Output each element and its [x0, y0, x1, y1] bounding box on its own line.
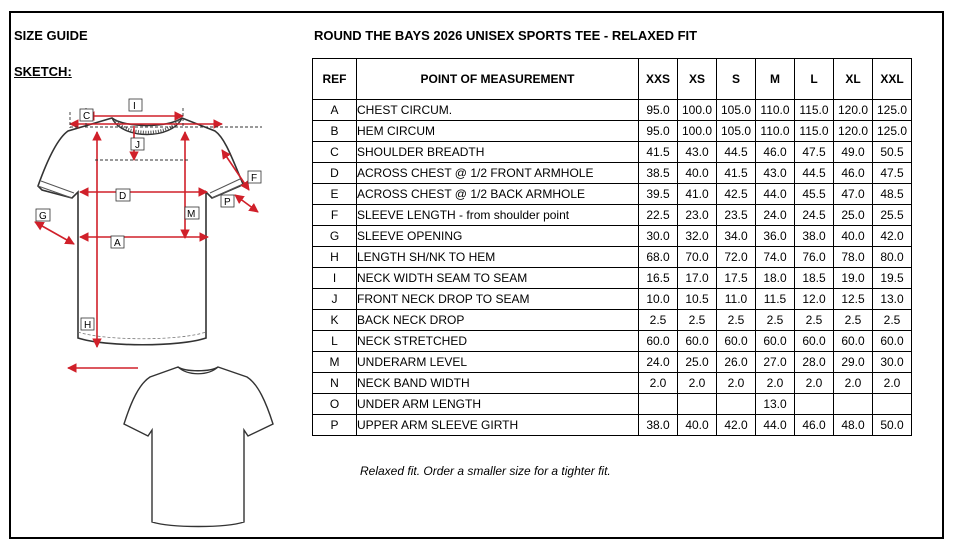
header-size-xs: XS [678, 59, 717, 100]
row-size-value: 120.0 [834, 121, 873, 142]
row-size-value: 2.5 [678, 310, 717, 331]
row-size-value: 115.0 [795, 100, 834, 121]
row-size-value: 28.0 [795, 352, 834, 373]
row-size-value: 24.0 [639, 352, 678, 373]
row-size-value: 2.5 [639, 310, 678, 331]
table-row [313, 121, 912, 142]
row-size-value: 2.5 [795, 310, 834, 331]
size-guide-heading: SIZE GUIDE [14, 28, 88, 43]
row-size-value: 42.0 [873, 226, 912, 247]
row-size-value: 50.0 [873, 415, 912, 436]
row-size-value: 48.5 [873, 184, 912, 205]
table-row [313, 100, 912, 121]
header-size-m: M [756, 59, 795, 100]
row-size-value: 46.0 [795, 415, 834, 436]
row-size-value: 48.0 [834, 415, 873, 436]
row-size-value: 11.5 [756, 289, 795, 310]
row-point-of-measurement: SLEEVE LENGTH - from shoulder point [357, 205, 639, 226]
table-row [313, 310, 912, 331]
header-ref: REF [313, 59, 357, 100]
row-size-value: 45.5 [795, 184, 834, 205]
row-size-value: 80.0 [873, 247, 912, 268]
table-row [313, 205, 912, 226]
fit-note: Relaxed fit. Order a smaller size for a tighter fit. [360, 464, 611, 478]
row-size-value [639, 394, 678, 415]
row-ref: M [313, 352, 357, 373]
header-point: POINT OF MEASUREMENT [357, 59, 639, 100]
table-row [313, 163, 912, 184]
row-size-value: 76.0 [795, 247, 834, 268]
row-ref: D [313, 163, 357, 184]
table-row [313, 142, 912, 163]
row-size-value: 30.0 [639, 226, 678, 247]
row-size-value: 13.0 [873, 289, 912, 310]
row-size-value: 42.0 [717, 415, 756, 436]
row-size-value: 60.0 [756, 331, 795, 352]
row-size-value: 26.0 [717, 352, 756, 373]
row-size-value: 95.0 [639, 100, 678, 121]
marker-g: G [39, 211, 47, 222]
row-size-value [873, 394, 912, 415]
row-size-value: 38.0 [795, 226, 834, 247]
front-tee-outline [38, 118, 243, 345]
row-size-value [834, 394, 873, 415]
row-point-of-measurement: BACK NECK DROP [357, 310, 639, 331]
row-size-value: 34.0 [717, 226, 756, 247]
row-size-value: 60.0 [834, 331, 873, 352]
row-size-value [678, 394, 717, 415]
row-size-value: 11.0 [717, 289, 756, 310]
row-size-value: 110.0 [756, 121, 795, 142]
row-size-value: 2.0 [639, 373, 678, 394]
table-row [313, 331, 912, 352]
row-size-value: 120.0 [834, 100, 873, 121]
row-size-value: 60.0 [873, 331, 912, 352]
table-row [313, 373, 912, 394]
row-ref: H [313, 247, 357, 268]
table-row [313, 247, 912, 268]
tee-sketch [0, 0, 310, 540]
marker-c: C [83, 111, 91, 122]
row-size-value: 60.0 [678, 331, 717, 352]
row-size-value: 25.0 [834, 205, 873, 226]
row-size-value: 60.0 [795, 331, 834, 352]
row-size-value: 32.0 [678, 226, 717, 247]
row-size-value: 74.0 [756, 247, 795, 268]
row-size-value: 44.0 [756, 415, 795, 436]
marker-p: P [224, 197, 231, 208]
row-size-value: 43.0 [756, 163, 795, 184]
row-size-value: 44.5 [717, 142, 756, 163]
row-ref: I [313, 268, 357, 289]
row-size-value: 23.5 [717, 205, 756, 226]
table-row [313, 415, 912, 436]
row-size-value: 24.0 [756, 205, 795, 226]
row-size-value: 125.0 [873, 100, 912, 121]
product-title: ROUND THE BAYS 2026 UNISEX SPORTS TEE - RELAXED FIT [314, 28, 698, 43]
measurement-table [312, 58, 912, 436]
header-size-xxl: XXL [873, 59, 912, 100]
row-ref: N [313, 373, 357, 394]
back-tee-outline [124, 367, 273, 527]
row-size-value: 27.0 [756, 352, 795, 373]
marker-h: H [84, 320, 92, 331]
row-size-value: 17.0 [678, 268, 717, 289]
row-size-value [717, 394, 756, 415]
row-size-value: 22.5 [639, 205, 678, 226]
row-size-value: 100.0 [678, 100, 717, 121]
row-size-value: 68.0 [639, 247, 678, 268]
row-size-value: 41.5 [717, 163, 756, 184]
marker-d: D [119, 191, 127, 202]
row-point-of-measurement: CHEST CIRCUM. [357, 100, 639, 121]
marker-i: I [133, 101, 136, 112]
row-size-value: 60.0 [639, 331, 678, 352]
row-size-value: 12.0 [795, 289, 834, 310]
header-size-xl: XL [834, 59, 873, 100]
row-size-value: 46.0 [834, 163, 873, 184]
row-size-value: 95.0 [639, 121, 678, 142]
row-ref: L [313, 331, 357, 352]
row-size-value: 47.0 [834, 184, 873, 205]
row-size-value: 70.0 [678, 247, 717, 268]
marker-f: F [251, 173, 258, 184]
table-row [313, 352, 912, 373]
row-point-of-measurement: NECK BAND WIDTH [357, 373, 639, 394]
row-point-of-measurement: LENGTH SH/NK TO HEM [357, 247, 639, 268]
row-size-value: 49.0 [834, 142, 873, 163]
row-size-value: 18.5 [795, 268, 834, 289]
header-size-s: S [717, 59, 756, 100]
row-point-of-measurement: NECK STRETCHED [357, 331, 639, 352]
table-header-row [313, 59, 912, 100]
row-size-value: 47.5 [795, 142, 834, 163]
row-size-value: 25.5 [873, 205, 912, 226]
row-size-value: 36.0 [756, 226, 795, 247]
row-ref: G [313, 226, 357, 247]
row-point-of-measurement: SHOULDER BREADTH [357, 142, 639, 163]
marker-a: A [114, 238, 121, 249]
table-row [313, 394, 912, 415]
row-ref: E [313, 184, 357, 205]
sketch-heading: SKETCH: [14, 64, 72, 79]
row-point-of-measurement: NECK WIDTH SEAM TO SEAM [357, 268, 639, 289]
table-row [313, 268, 912, 289]
table-row [313, 226, 912, 247]
row-size-value: 2.5 [717, 310, 756, 331]
row-point-of-measurement: UPPER ARM SLEEVE GIRTH [357, 415, 639, 436]
row-size-value: 110.0 [756, 100, 795, 121]
row-size-value: 115.0 [795, 121, 834, 142]
row-size-value: 24.5 [795, 205, 834, 226]
row-point-of-measurement: ACROSS CHEST @ 1/2 FRONT ARMHOLE [357, 163, 639, 184]
row-size-value: 100.0 [678, 121, 717, 142]
row-size-value: 13.0 [756, 394, 795, 415]
row-size-value: 39.5 [639, 184, 678, 205]
row-ref: B [313, 121, 357, 142]
row-size-value: 2.0 [873, 373, 912, 394]
row-ref: O [313, 394, 357, 415]
row-size-value: 2.5 [873, 310, 912, 331]
measure-line-g [35, 222, 74, 244]
row-size-value: 44.0 [756, 184, 795, 205]
row-ref: P [313, 415, 357, 436]
row-size-value: 38.5 [639, 163, 678, 184]
row-point-of-measurement: UNDER ARM LENGTH [357, 394, 639, 415]
row-size-value: 29.0 [834, 352, 873, 373]
row-size-value: 2.0 [756, 373, 795, 394]
table-row [313, 289, 912, 310]
row-size-value: 17.5 [717, 268, 756, 289]
row-size-value: 16.5 [639, 268, 678, 289]
header-size-xxs: XXS [639, 59, 678, 100]
row-ref: K [313, 310, 357, 331]
row-size-value: 50.5 [873, 142, 912, 163]
row-size-value: 10.0 [639, 289, 678, 310]
row-size-value: 47.5 [873, 163, 912, 184]
row-size-value: 40.0 [678, 163, 717, 184]
row-ref: J [313, 289, 357, 310]
row-size-value: 41.5 [639, 142, 678, 163]
row-point-of-measurement: SLEEVE OPENING [357, 226, 639, 247]
row-size-value: 40.0 [834, 226, 873, 247]
row-ref: F [313, 205, 357, 226]
row-size-value: 2.5 [756, 310, 795, 331]
row-size-value: 2.0 [717, 373, 756, 394]
row-size-value: 38.0 [639, 415, 678, 436]
row-size-value: 43.0 [678, 142, 717, 163]
row-size-value: 105.0 [717, 100, 756, 121]
row-ref: A [313, 100, 357, 121]
row-ref: C [313, 142, 357, 163]
row-size-value: 72.0 [717, 247, 756, 268]
measure-line-p [235, 195, 258, 212]
row-size-value: 18.0 [756, 268, 795, 289]
row-size-value: 2.0 [834, 373, 873, 394]
header-size-l: L [795, 59, 834, 100]
row-size-value: 41.0 [678, 184, 717, 205]
row-size-value: 10.5 [678, 289, 717, 310]
row-point-of-measurement: FRONT NECK DROP TO SEAM [357, 289, 639, 310]
row-point-of-measurement: ACROSS CHEST @ 1/2 BACK ARMHOLE [357, 184, 639, 205]
row-size-value: 19.5 [873, 268, 912, 289]
row-size-value: 46.0 [756, 142, 795, 163]
row-size-value: 125.0 [873, 121, 912, 142]
row-size-value: 2.0 [678, 373, 717, 394]
row-size-value: 44.5 [795, 163, 834, 184]
row-size-value: 30.0 [873, 352, 912, 373]
row-size-value: 25.0 [678, 352, 717, 373]
row-size-value: 105.0 [717, 121, 756, 142]
row-size-value: 2.5 [834, 310, 873, 331]
row-size-value: 19.0 [834, 268, 873, 289]
row-size-value: 42.5 [717, 184, 756, 205]
row-size-value: 40.0 [678, 415, 717, 436]
row-size-value: 2.0 [795, 373, 834, 394]
table-row [313, 184, 912, 205]
row-size-value: 60.0 [717, 331, 756, 352]
row-size-value [795, 394, 834, 415]
marker-j: J [135, 140, 140, 151]
row-size-value: 78.0 [834, 247, 873, 268]
row-point-of-measurement: HEM CIRCUM [357, 121, 639, 142]
row-size-value: 23.0 [678, 205, 717, 226]
row-point-of-measurement: UNDERARM LEVEL [357, 352, 639, 373]
row-size-value: 12.5 [834, 289, 873, 310]
marker-m: M [187, 209, 196, 220]
